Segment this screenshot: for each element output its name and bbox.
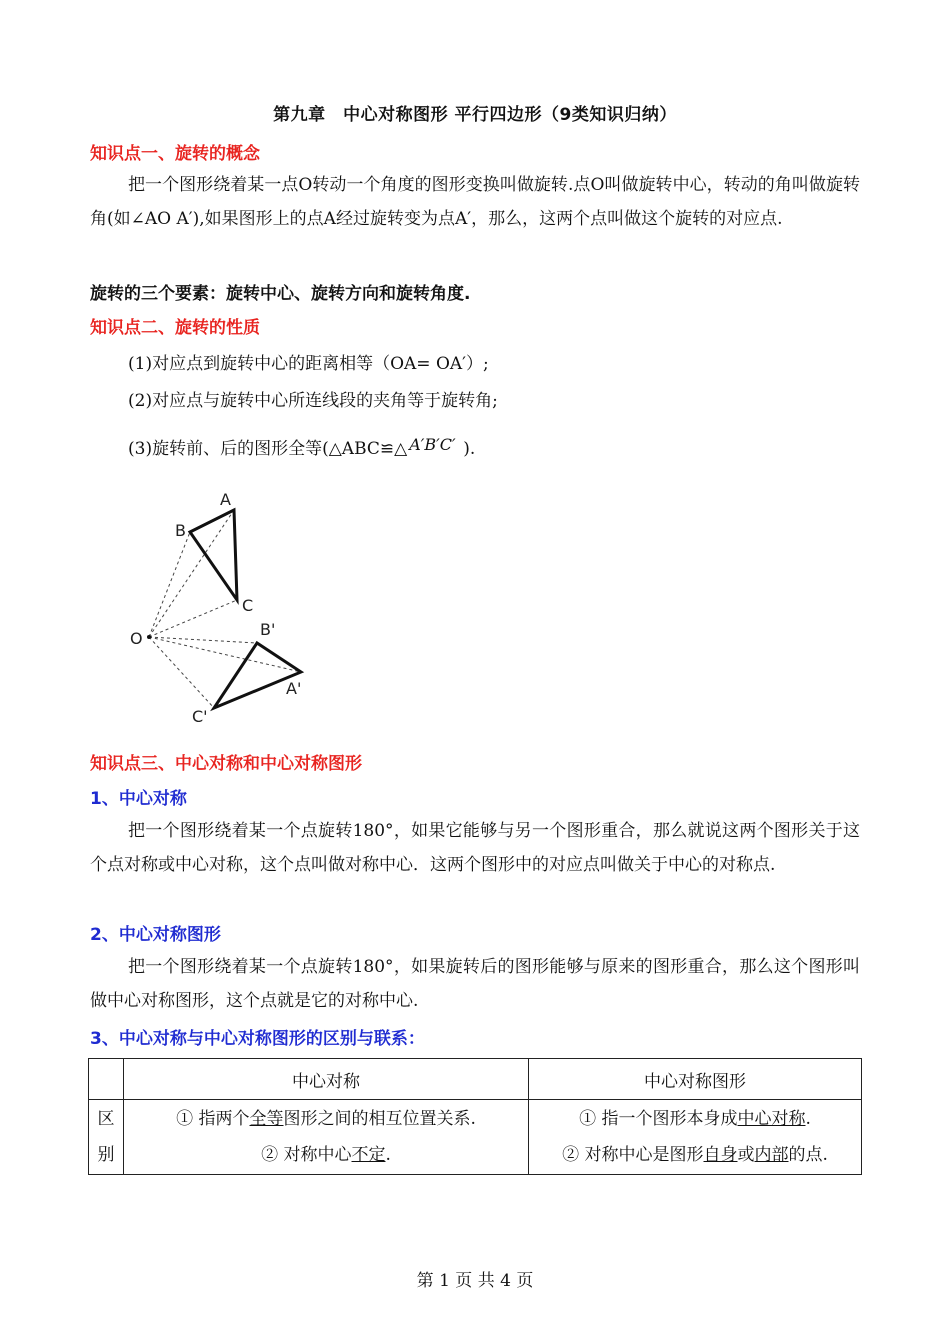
table-header-cell: 中心对称图形 [529, 1059, 862, 1100]
cell-line [125, 1137, 527, 1173]
label-B: B [175, 521, 186, 540]
table-header-row [89, 1059, 862, 1100]
cell-line [125, 1101, 527, 1137]
label-C-prime: C' [192, 707, 208, 726]
subsection2-paragraph: 把一个图形绕着某一个点旋转180°，如果旋转后的图形能够与原来的图形重合，那么这个图形叫做中心对称图形，这个点就是它的对称中心. [90, 957, 860, 1011]
section1-heading: 知识点一、旋转的概念 [90, 144, 260, 164]
cell-line [530, 1137, 860, 1173]
page-footer: 第 1 页 共 4 页 [416, 1271, 534, 1291]
triangle-A-prime-B-prime-C-prime [214, 643, 301, 708]
label-O: O [130, 629, 143, 648]
subsection3-heading: 3、中心对称与中心对称图形的区别与联系： [90, 1029, 425, 1049]
centrally-symmetric-figure-cell [529, 1100, 862, 1175]
section1-paragraph: 把一个图形绕着某一点O转动一个角度的图形变换叫做旋转.点O叫做旋转中心，转动的角叫做旋转角(如∠AO A′),如果图形上的点A经过旋转变为点A′，那么，这两个点叫做这个旋转的对应点. [90, 175, 860, 229]
row-label-cell [89, 1100, 124, 1175]
ray-OC-prime [149, 637, 214, 708]
triangle-ABC [190, 510, 237, 600]
table-row [89, 1100, 862, 1175]
subsection1-paragraph: 把一个图形绕着某一个点旋转180°，如果它能够与另一个图形重合，那么就说这两个图形关于这个点对称或中心对称，这个点叫做对称中心．这两个图形中的对应点叫做关于中心的对称点. [90, 821, 860, 875]
underlined-text: 不定 [351, 1145, 386, 1165]
ray-OB-prime [149, 637, 257, 643]
text: ① 指两个 [176, 1109, 250, 1129]
subsection2-heading: 2、中心对称图形 [90, 925, 221, 945]
underlined-text: 内部 [754, 1145, 789, 1165]
property-item-1: (1)对应点到旋转中心的距离相等（OA= OA′）; [128, 354, 489, 374]
ray-OC [149, 600, 237, 637]
property-item-3-prefix: (3)旋转前、后的图形全等(△ABC≌△ [128, 439, 408, 459]
text: . [805, 1109, 811, 1129]
row-label-line: 别 [97, 1145, 115, 1165]
label-B-prime: B' [260, 620, 276, 639]
underlined-text: 中心对称 [737, 1109, 806, 1129]
property-item-3 [128, 434, 475, 459]
section3-heading: 知识点三、中心对称和中心对称图形 [90, 754, 362, 774]
triangle-prime-label: A′B′C′ [409, 435, 456, 454]
label-A-prime: A' [286, 679, 302, 698]
underlined-text: 全等 [249, 1109, 284, 1129]
underlined-text: 自身 [703, 1145, 738, 1165]
property-item-3-suffix: ). [463, 439, 476, 459]
text: ② 对称中心 [261, 1145, 352, 1165]
ray-OB [149, 532, 190, 637]
cell-line [530, 1101, 860, 1137]
ray-OA [149, 510, 234, 637]
text: ① 指一个图形本身成 [579, 1109, 738, 1129]
table-header-cell: 中心对称 [124, 1059, 529, 1100]
dashed-rays [149, 510, 301, 708]
central-symmetry-cell [124, 1100, 529, 1175]
page-title: 第九章 中心对称图形 平行四边形（9类知识归纳） [273, 105, 677, 125]
text: . [385, 1145, 391, 1165]
rotation-figure [120, 480, 320, 730]
subsection1-heading: 1、中心对称 [90, 789, 187, 809]
text: 图形之间的相互位置关系. [283, 1109, 476, 1129]
text: ② 对称中心是图形 [562, 1145, 704, 1165]
comparison-table [88, 1058, 862, 1175]
label-C: C [242, 596, 254, 615]
text: 的点. [788, 1145, 828, 1165]
point-O [147, 635, 151, 639]
section2-heading: 知识点二、旋转的性质 [90, 318, 260, 338]
ray-OA-prime [149, 637, 301, 672]
property-item-2: (2)对应点与旋转中心所连线段的夹角等于旋转角; [128, 391, 498, 411]
text: 或 [737, 1145, 755, 1165]
row-label-line: 区 [97, 1109, 115, 1129]
table-header-cell [89, 1059, 124, 1100]
label-A: A [220, 490, 231, 509]
rotation-elements: 旋转的三个要素：旋转中心、旋转方向和旋转角度. [90, 284, 471, 304]
